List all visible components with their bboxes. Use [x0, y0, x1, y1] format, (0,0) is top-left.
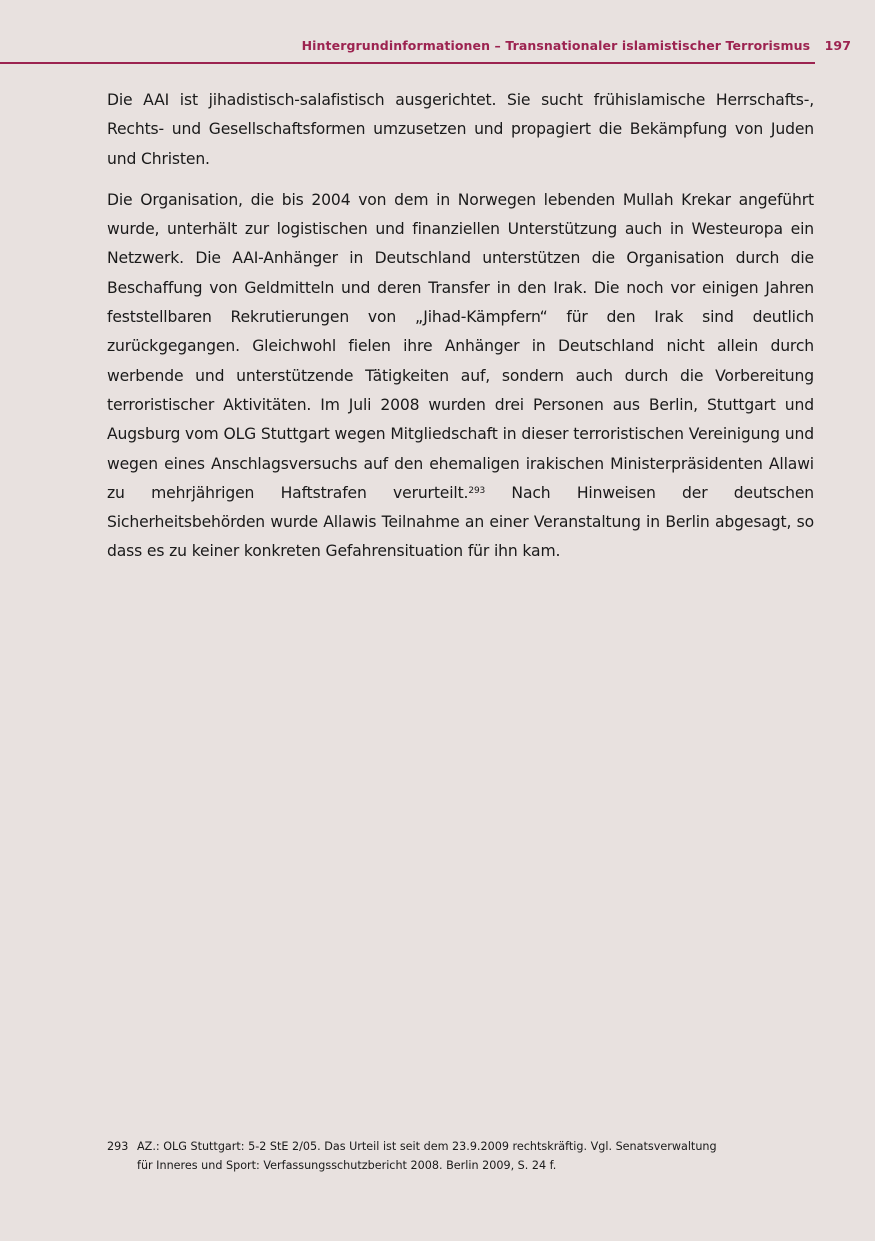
footnote-number: 293: [107, 1140, 129, 1153]
footnote: [107, 1137, 807, 1175]
paragraph-2: [107, 186, 814, 567]
footnote-line-1: AZ.: OLG Stuttgart: 5-2 StE 2/05. Das Urteil ist seit dem 23.9.2009 rechtskräftig. Vgl. Senatsverwaltung: [137, 1140, 717, 1153]
running-title: Hintergrundinformationen – Transnationaler islamistischer Terrorismus: [301, 38, 811, 53]
paragraph-1: Die AAI ist jihadistisch-salafistisch ausgerichtet. Sie sucht frühislamische Herrschafts-, Rechts- und Gesellschaftsformen umzusetzen und propagiert die Bekämpfung von Juden und Christen.: [107, 91, 814, 168]
footnote-line-2: für Inneres und Sport: Verfassungsschutzbericht 2008. Berlin 2009, S. 24 f.: [137, 1159, 557, 1172]
footnote-reference[interactable]: 293: [468, 485, 486, 496]
body-text: [107, 86, 814, 579]
header-rule: [0, 62, 815, 64]
paragraph-2-text-before: Die Organisation, die bis 2004 von dem in Norwegen lebenden Mullah Krekar angeführt wurde, unterhält zur logistischen und finanziellen Unterstützung auch in Westeuropa ein Netzwerk. Die AAI-Anhänger in Deutschland unterstützen die Organisation durch die Beschaffung von Geldmitteln und deren Transfer in den Irak. Die noch vor einigen Jahren feststellbaren Rekrutierungen von „Jihad-Kämpfern“ für den Irak sind deutlich zurückgegangen. Gleichwohl fielen ihre Anhänger in Deutschland nicht allein durch werbende und unterstützende Tätigkeiten auf, sondern auch durch die Vorbereitung terroristischer Aktivitäten. Im Juli 2008 wurden drei Personen aus Berlin, Stuttgart und Augsburg vom OLG Stuttgart wegen Mitgliedschaft in dieser terroristischen Vereinigung und wegen eines Anschlagsversuchs auf den ehemaligen irakischen Ministerpräsidenten Allawi zu mehrjährigen Haftstrafen verurteilt.: [107, 190, 814, 502]
paragraph-2-text-after: Nach Hinweisen der deutschen Sicherheitsbehörden wurde Allawis Teilnahme an einer Veranstaltung in Berlin abgesagt, so dass es zu keiner konkreten Gefahrensituation für ihn kam.: [107, 483, 815, 561]
page-number: 197: [824, 38, 851, 53]
running-header: [0, 38, 851, 53]
